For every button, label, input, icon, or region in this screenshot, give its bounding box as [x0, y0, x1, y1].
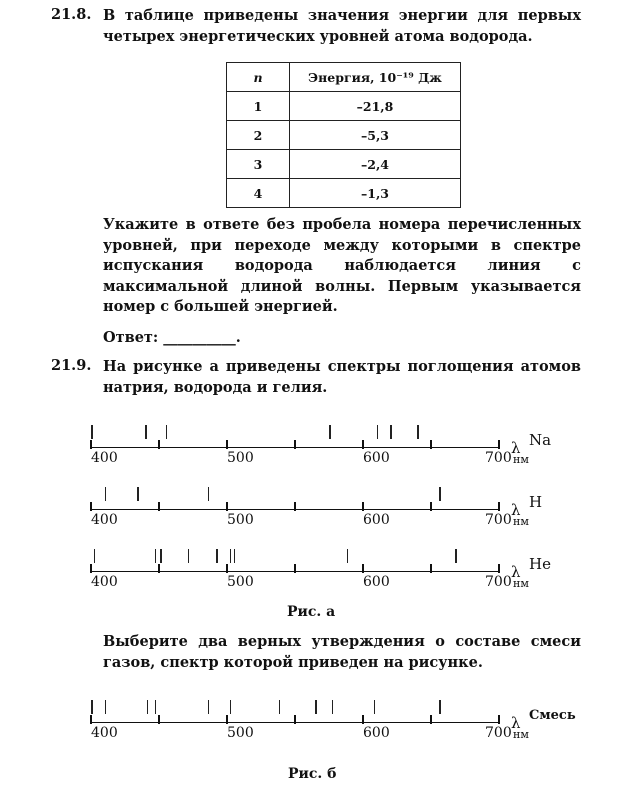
- answer-label: Ответ: __________.: [103, 329, 241, 346]
- scale-label-600: 600: [363, 450, 390, 466]
- column-header-n: n: [227, 63, 290, 92]
- axis-division-mark: [90, 715, 92, 724]
- problem-21-9-question: Выберите два верных утверждения о составе смеси газов, спектр которой приведен на рисунке.: [103, 633, 581, 671]
- axis-division-mark: [90, 502, 92, 511]
- axis-division-mark: [90, 440, 92, 449]
- lambda-symbol: λ: [511, 714, 521, 732]
- axis-division-mark: [362, 564, 364, 573]
- column-header-energy: Энергия, 10⁻¹⁹ Дж: [290, 63, 461, 92]
- axis-division-mark: [226, 440, 228, 449]
- spectral-line: [145, 425, 147, 439]
- element-label: He: [529, 555, 551, 573]
- spectral-line: [105, 700, 107, 714]
- lambda-symbol: λ: [511, 563, 521, 581]
- scale-label-500: 500: [227, 574, 254, 590]
- spectral-line: [390, 425, 392, 439]
- spectral-line: [91, 700, 93, 714]
- spectral-line: [377, 425, 379, 439]
- cell-n: 1: [227, 92, 290, 121]
- energy-table-header: [227, 63, 461, 92]
- scale-label-600: 600: [363, 725, 390, 741]
- unit-label: нм: [513, 728, 529, 741]
- scale-label-600: 600: [363, 512, 390, 528]
- scale-label-600: 600: [363, 574, 390, 590]
- spectral-line: [216, 549, 218, 563]
- spectral-line: [374, 700, 376, 714]
- problem-21-8-intro: В таблице приведены значения энергии для первых четырех энергетических уровней атома водорода.: [103, 7, 581, 45]
- axis-division-mark: [294, 440, 296, 449]
- scale-label-500: 500: [227, 512, 254, 528]
- axis-division-mark: [158, 440, 160, 449]
- spectral-line: [455, 549, 457, 563]
- spectral-line: [329, 425, 331, 439]
- axis-division-mark: [158, 502, 160, 511]
- table-row: [227, 150, 461, 179]
- scale-label-400: 400: [91, 450, 118, 466]
- spectral-line: [439, 700, 441, 714]
- axis-division-mark: [362, 440, 364, 449]
- cell-energy: –2,4: [290, 150, 461, 179]
- axis-division-mark: [430, 564, 432, 573]
- axis-division-mark: [294, 502, 296, 511]
- spectral-line: [105, 487, 107, 501]
- spectral-line: [155, 700, 157, 714]
- cell-n: 3: [227, 150, 290, 179]
- cell-energy: –5,3: [290, 121, 461, 150]
- spectral-line: [137, 487, 139, 501]
- spectral-line: [166, 425, 168, 439]
- spectral-line: [94, 549, 96, 563]
- axis-division-mark: [158, 715, 160, 724]
- scale-label-400: 400: [91, 725, 118, 741]
- problem-21-8-question: Укажите в ответе без пробела номера перечисленных уровней, при переходе между которыми в спектре испускания водорода наблюдается линия с максимальной длиной волны. Первым указывается номер с большей энергией.: [103, 216, 581, 315]
- spectral-line: [91, 425, 93, 439]
- cell-energy: –21,8: [290, 92, 461, 121]
- spectral-line: [347, 549, 349, 563]
- spectral-line: [147, 700, 149, 714]
- spectral-line: [417, 425, 419, 439]
- spectral-line: [155, 549, 157, 563]
- axis-division-mark: [294, 715, 296, 724]
- spectral-line: [230, 700, 232, 714]
- axis-division-mark: [226, 715, 228, 724]
- spectral-line: [315, 700, 317, 714]
- scale-label-400: 400: [91, 512, 118, 528]
- scale-label-700: 700: [485, 725, 512, 741]
- cell-n: 4: [227, 179, 290, 208]
- spectral-line: [208, 487, 210, 501]
- spectral-line: [279, 700, 281, 714]
- lambda-symbol: λ: [511, 501, 521, 519]
- axis-division-mark: [498, 715, 500, 724]
- axis-division-mark: [498, 440, 500, 449]
- lambda-symbol: λ: [511, 439, 521, 457]
- table-row: [227, 179, 461, 208]
- energy-table: [226, 62, 461, 208]
- scale-label-700: 700: [485, 512, 512, 528]
- axis-division-mark: [430, 502, 432, 511]
- spectral-line: [208, 700, 210, 714]
- spectral-line: [160, 549, 162, 563]
- axis-division-mark: [362, 715, 364, 724]
- caption-figure-a: Рис. а: [287, 604, 336, 620]
- spectral-line: [230, 549, 232, 563]
- element-label: Na: [529, 431, 552, 449]
- element-label: H: [529, 493, 543, 511]
- spectral-line: [188, 549, 190, 563]
- spectral-line: [234, 549, 236, 563]
- problem-number-21-9: 21.9.: [51, 357, 92, 374]
- unit-label: нм: [513, 453, 529, 466]
- cell-energy: –1,3: [290, 179, 461, 208]
- axis-division-mark: [90, 564, 92, 573]
- table-row: [227, 92, 461, 121]
- axis-division-mark: [430, 440, 432, 449]
- axis-division-mark: [226, 502, 228, 511]
- caption-figure-b: Рис. б: [288, 766, 337, 782]
- spectral-line: [439, 487, 441, 501]
- spectral-line: [332, 700, 334, 714]
- problem-21-9-intro: На рисунке а приведены спектры поглощения атомов натрия, водорода и гелия.: [103, 358, 581, 396]
- scale-label-500: 500: [227, 725, 254, 741]
- scale-label-700: 700: [485, 574, 512, 590]
- scale-label-500: 500: [227, 450, 254, 466]
- scale-label-700: 700: [485, 450, 512, 466]
- axis-division-mark: [498, 502, 500, 511]
- element-label: Смесь: [529, 708, 576, 723]
- axis-division-mark: [498, 564, 500, 573]
- axis-division-mark: [430, 715, 432, 724]
- axis-division-mark: [158, 564, 160, 573]
- table-row: [227, 121, 461, 150]
- cell-n: 2: [227, 121, 290, 150]
- problem-number-21-8: 21.8.: [51, 6, 92, 23]
- axis-division-mark: [294, 564, 296, 573]
- axis-division-mark: [362, 502, 364, 511]
- unit-label: нм: [513, 515, 529, 528]
- axis-division-mark: [226, 564, 228, 573]
- scale-label-400: 400: [91, 574, 118, 590]
- unit-label: нм: [513, 577, 529, 590]
